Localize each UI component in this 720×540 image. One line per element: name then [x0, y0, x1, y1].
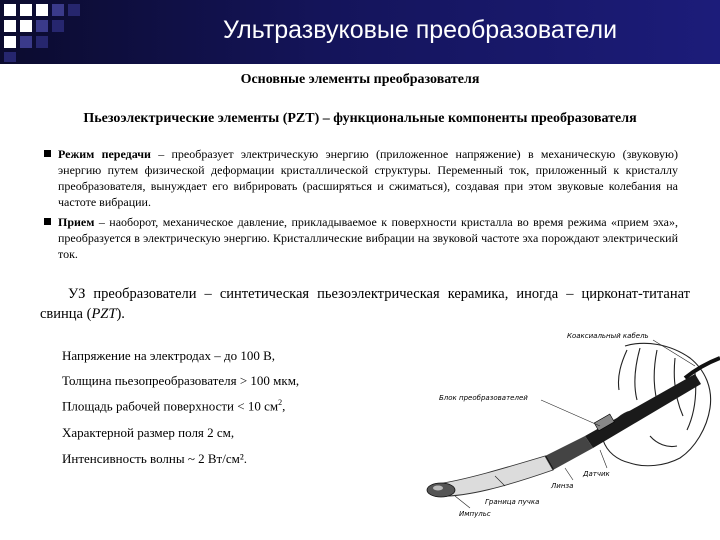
label-block: Блок преобразователей [439, 394, 528, 402]
coaxial-cable [685, 358, 720, 378]
decorative-squares [0, 0, 96, 64]
section-heading: Пьезоэлектрические элементы (PZT) – функциональные компоненты преобразователя [83, 111, 637, 126]
spec-area [62, 398, 285, 414]
spec-field-size: Характерной размер поля 2 см, [62, 425, 235, 440]
bullet-receive-mode [58, 214, 678, 262]
subtitle: Основные элементы преобразователя [240, 72, 480, 87]
spec-voltage: Напряжение на электродах – до 100 В, [62, 348, 276, 363]
label-lens: Линза [551, 482, 574, 490]
label-pulse: Импульс [459, 510, 491, 518]
spec-intensity: Интенсивность волны ~ 2 Вт/см². [62, 451, 247, 466]
transducer-illustration [395, 318, 720, 540]
spec-thickness: Толщина пьезопреобразователя > 100 мкм, [62, 373, 300, 388]
bullet-text: – наоборот, механическое давление, прикладываемое к поверхности кристалла во время режима «прием эха», преобразуется в электрическую энергию. Кристаллические вибрации на звуковой частоте эха порождают электрический ток. [58, 215, 678, 261]
bullet-transmit-mode [58, 146, 678, 210]
bullet-text: – преобразует электрическую энергию (приложенное напряжение) в механическую (звуковую) энергию путем физической деформации кристаллической структуры. Переменный ток, приложенный к кристаллу преобразователя, вынуждает его вибрировать (расширяться и сжиматься), создавая при этом звуковые колебания на частоте вибрации. [58, 147, 678, 209]
spec-area-tail: , [282, 398, 286, 414]
uz-text: УЗ преобразователи – синтетическая пьезоэлектрическая керамика, иногда – цирконат-титанат свинца ( [40, 286, 690, 322]
label-cable: Коаксиальный кабель [567, 332, 649, 340]
label-beam: Граница пучка [485, 498, 540, 506]
probe-body [545, 374, 701, 470]
header-bar [0, 0, 720, 64]
bullet-term: Прием [58, 215, 95, 229]
bullet-term: Режим передачи [58, 147, 151, 161]
slide-title: Ультразвуковые преобразователи [222, 16, 618, 44]
uz-italic: PZT [91, 306, 117, 322]
bullet-square-icon [44, 218, 51, 225]
bullet-square-icon [44, 150, 51, 157]
uz-tail: ). [116, 306, 125, 322]
label-sensor: Датчик [583, 470, 610, 478]
spec-area-sup: 2 [278, 398, 283, 407]
spec-area-text: Площадь рабочей поверхности < 10 см [62, 398, 279, 414]
